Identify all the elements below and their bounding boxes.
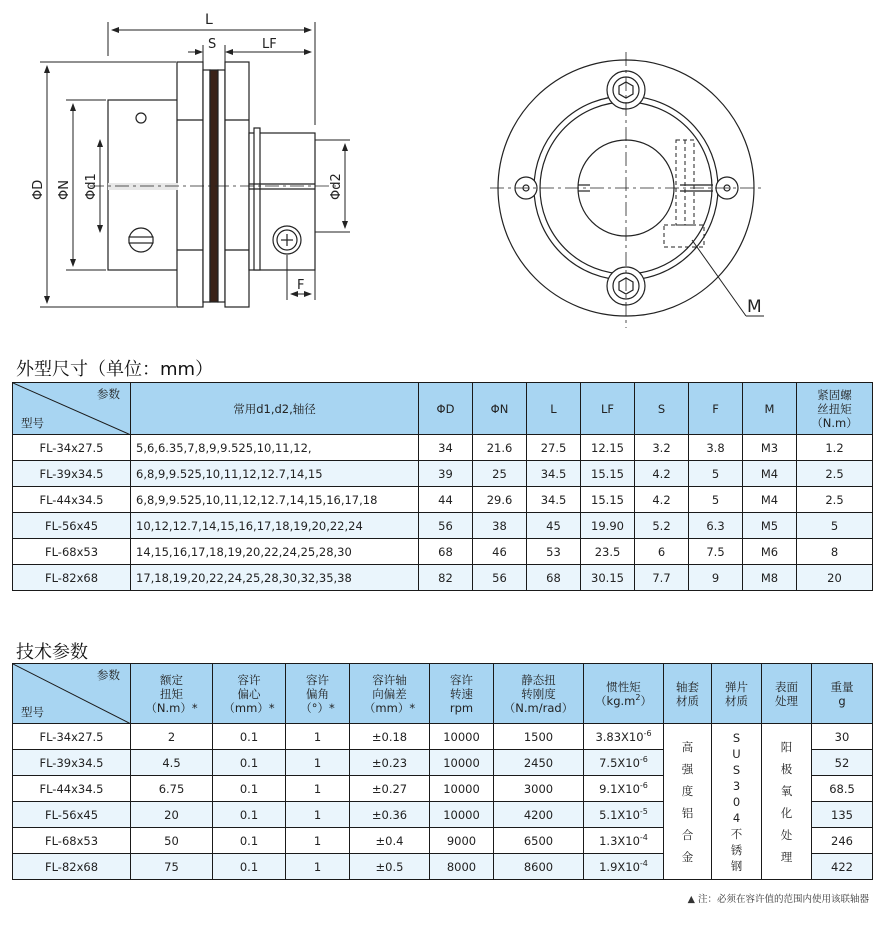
cell-S: 6 xyxy=(635,539,689,565)
vertical-char: 理 xyxy=(780,849,793,864)
cell-torque: 2.5 xyxy=(797,487,873,513)
label-F: F xyxy=(297,278,305,293)
technical-header-row xyxy=(13,664,873,724)
table-row xyxy=(13,487,873,513)
cell-model: FL-44x34.5 xyxy=(13,487,131,513)
header-line: （N.m）* xyxy=(145,700,198,715)
table-row xyxy=(13,539,873,565)
header-line: 重量 xyxy=(830,679,854,694)
coupling-technical-drawing xyxy=(0,0,885,345)
cell-L: 34.5 xyxy=(527,461,581,487)
cell-axial: ±0.4 xyxy=(350,828,430,854)
cell-N: 46 xyxy=(473,539,527,565)
header-torque-line: （N.m） xyxy=(811,415,858,430)
header-axial xyxy=(350,664,430,724)
cell-inertia xyxy=(584,802,664,828)
vertical-char: 高 xyxy=(681,739,694,754)
cell-disc-material xyxy=(712,724,762,880)
cell-model: FL-39x34.5 xyxy=(13,461,131,487)
technical-body xyxy=(13,724,873,880)
inertia-base: 1.3X10 xyxy=(599,833,640,848)
header-torque-line: 紧固螺 xyxy=(817,387,852,402)
header-line: 材质 xyxy=(676,693,699,708)
header-F: F xyxy=(689,383,743,435)
cell-L: 27.5 xyxy=(527,435,581,461)
tech-header-model-label: 型号 xyxy=(21,705,44,719)
cell-radial: 0.1 xyxy=(213,724,286,750)
tech-header-param-label: 参数 xyxy=(97,668,120,682)
cell-weight: 52 xyxy=(812,750,873,776)
side-view xyxy=(90,62,340,307)
cell-speed: 10000 xyxy=(430,750,494,776)
header-line: 惯性矩 xyxy=(606,679,641,694)
inertia-exp: -6 xyxy=(639,780,648,790)
vertical-char: 金 xyxy=(681,849,694,864)
footnote: ▲ 注：必须在容许值的范围内使用该联轴器 xyxy=(687,894,869,905)
cell-LF: 19.90 xyxy=(581,513,635,539)
header-line: 扭矩 xyxy=(160,686,183,701)
label-L: L xyxy=(205,12,213,28)
vertical-char: U xyxy=(732,746,741,761)
cell-model: FL-56x45 xyxy=(13,513,131,539)
cell-M: M3 xyxy=(743,435,797,461)
vertical-char: 化 xyxy=(780,805,793,820)
cell-radial: 0.1 xyxy=(213,776,286,802)
label-PhiN: ΦN xyxy=(57,180,72,200)
inertia-exp: -6 xyxy=(639,754,648,764)
header-line: 材质 xyxy=(725,693,748,708)
header-line: （mm）* xyxy=(223,700,275,715)
inertia-exp: -4 xyxy=(639,832,648,842)
cell-S: 3.2 xyxy=(635,435,689,461)
vertical-char: 极 xyxy=(780,761,793,776)
cell-angular: 1 xyxy=(286,776,350,802)
header-inertia xyxy=(584,664,664,724)
cell-weight: 246 xyxy=(812,828,873,854)
inertia-base: 7.5X10 xyxy=(599,755,640,770)
header-line: 偏心 xyxy=(237,686,261,701)
dimensions-table xyxy=(12,382,873,591)
cell-bore: 6,8,9,9.525,10,11,12,12.7,14,15 xyxy=(131,461,419,487)
header-line: 处理 xyxy=(775,693,798,708)
header-LF: LF xyxy=(581,383,635,435)
header-M: M xyxy=(743,383,797,435)
cell-L: 68 xyxy=(527,565,581,591)
cell-M: M4 xyxy=(743,487,797,513)
vertical-char: S xyxy=(732,730,741,745)
header-rated-torque xyxy=(131,664,213,724)
header-model-label: 型号 xyxy=(21,416,44,430)
cell-speed: 8000 xyxy=(430,854,494,880)
front-view xyxy=(490,52,765,328)
vertical-char: 度 xyxy=(681,783,694,798)
header-line: 表面 xyxy=(775,679,798,694)
inertia-base: 5.1X10 xyxy=(599,807,640,822)
cell-N: 38 xyxy=(473,513,527,539)
cell-axial: ±0.18 xyxy=(350,724,430,750)
cell-LF: 12.15 xyxy=(581,435,635,461)
inertia-unit: （kg.m xyxy=(595,693,636,708)
cell-angular: 1 xyxy=(286,724,350,750)
cell-stiffness: 8600 xyxy=(494,854,584,880)
cell-weight: 422 xyxy=(812,854,873,880)
cell-inertia xyxy=(584,776,664,802)
cell-speed: 9000 xyxy=(430,828,494,854)
technical-table xyxy=(12,663,873,880)
vertical-char: 氧 xyxy=(780,783,793,798)
header-line xyxy=(584,694,663,708)
cell-M: M5 xyxy=(743,513,797,539)
cell-bore: 10,12,12.7,14,15,16,17,18,19,20,22,24 xyxy=(131,513,419,539)
cell-model: FL-39x34.5 xyxy=(13,750,131,776)
cell-F: 7.5 xyxy=(689,539,743,565)
cell-L: 34.5 xyxy=(527,487,581,513)
inertia-unit-end: ） xyxy=(640,693,652,708)
cell-bore: 5,6,6.35,7,8,9,9.525,10,11,12, xyxy=(131,435,419,461)
cell-D: 56 xyxy=(419,513,473,539)
cell-stiffness: 4200 xyxy=(494,802,584,828)
cell-inertia xyxy=(584,750,664,776)
cell-axial: ±0.36 xyxy=(350,802,430,828)
header-line: 容许轴 xyxy=(372,672,407,687)
vertical-char: 处 xyxy=(780,827,793,842)
cell-torque: 2 xyxy=(131,724,213,750)
vertical-char: 阳 xyxy=(780,739,793,754)
header-weight xyxy=(812,664,873,724)
cell-LF: 15.15 xyxy=(581,487,635,513)
cell-L: 53 xyxy=(527,539,581,565)
technical-title: 技术参数 xyxy=(16,642,88,663)
cell-speed: 10000 xyxy=(430,802,494,828)
table-row xyxy=(13,461,873,487)
table-row xyxy=(13,513,873,539)
cell-hub-material xyxy=(664,724,712,880)
header-line: 偏角 xyxy=(306,686,329,701)
cell-model: FL-68x53 xyxy=(13,828,131,854)
cell-M: M4 xyxy=(743,461,797,487)
cell-D: 82 xyxy=(419,565,473,591)
header-line: 转速 xyxy=(450,686,473,701)
cell-surface xyxy=(762,724,812,880)
cell-inertia xyxy=(584,828,664,854)
cell-angular: 1 xyxy=(286,854,350,880)
header-param-label: 参数 xyxy=(97,387,120,401)
header-line: rpm xyxy=(449,700,474,715)
cell-F: 5 xyxy=(689,461,743,487)
cell-axial: ±0.27 xyxy=(350,776,430,802)
cell-D: 68 xyxy=(419,539,473,565)
cell-torque: 5 xyxy=(797,513,873,539)
label-LF: LF xyxy=(262,37,277,52)
cell-torque: 20 xyxy=(131,802,213,828)
cell-model: FL-56x45 xyxy=(13,802,131,828)
header-line: 容许 xyxy=(450,672,473,687)
header-line: （°）* xyxy=(300,700,335,715)
label-Phid1: Φd1 xyxy=(84,173,99,200)
label-M: M xyxy=(747,297,762,317)
dimensions-header-row xyxy=(13,383,873,435)
table-row xyxy=(13,565,873,591)
cell-torque: 6.75 xyxy=(131,776,213,802)
cell-angular: 1 xyxy=(286,828,350,854)
vertical-char: 不 xyxy=(730,826,743,841)
cell-D: 44 xyxy=(419,487,473,513)
label-Phid2: Φd2 xyxy=(329,173,344,200)
tech-header-diagonal xyxy=(13,664,131,724)
cell-LF: 30.15 xyxy=(581,565,635,591)
cell-torque: 20 xyxy=(797,565,873,591)
cell-L: 45 xyxy=(527,513,581,539)
cell-axial: ±0.23 xyxy=(350,750,430,776)
vertical-char: 钢 xyxy=(730,858,743,873)
vertical-char: 锈 xyxy=(730,842,743,857)
inertia-unit-exp: 2 xyxy=(635,692,641,702)
cell-axial: ±0.5 xyxy=(350,854,430,880)
header-S: S xyxy=(635,383,689,435)
header-angular xyxy=(286,664,350,724)
vertical-char: S xyxy=(732,762,741,777)
vertical-char: 铝 xyxy=(681,805,694,820)
cell-S: 4.2 xyxy=(635,461,689,487)
cell-bore: 17,18,19,20,22,24,25,28,30,32,35,38 xyxy=(131,565,419,591)
header-line: （N.m/rad） xyxy=(503,700,574,715)
cell-N: 56 xyxy=(473,565,527,591)
header-L: L xyxy=(527,383,581,435)
header-line: 轴套 xyxy=(676,679,699,694)
cell-F: 6.3 xyxy=(689,513,743,539)
cell-stiffness: 2450 xyxy=(494,750,584,776)
cell-N: 21.6 xyxy=(473,435,527,461)
cell-D: 39 xyxy=(419,461,473,487)
header-bore: 常用d1,d2,轴径 xyxy=(131,383,419,435)
header-D: ΦD xyxy=(419,383,473,435)
cell-bore: 14,15,16,17,18,19,20,22,24,25,28,30 xyxy=(131,539,419,565)
cell-bore: 6,8,9,9.525,10,11,12,12.7,14,15,16,17,18 xyxy=(131,487,419,513)
vertical-char: 强 xyxy=(681,761,694,776)
header-line: 转刚度 xyxy=(521,686,556,701)
header-diagonal xyxy=(13,383,131,435)
dimensions-title: 外型尺寸（单位：mm） xyxy=(16,359,214,380)
cell-torque: 2.5 xyxy=(797,461,873,487)
header-line: 容许 xyxy=(306,672,329,687)
header-N: ΦN xyxy=(473,383,527,435)
inertia-exp: -5 xyxy=(639,806,648,816)
table-row xyxy=(13,435,873,461)
cell-D: 34 xyxy=(419,435,473,461)
cell-model: FL-68x53 xyxy=(13,539,131,565)
cell-model: FL-82x68 xyxy=(13,854,131,880)
label-S: S xyxy=(208,37,217,52)
header-radial xyxy=(213,664,286,724)
header-line: 向偏差 xyxy=(372,686,407,701)
header-line: 弹片 xyxy=(725,679,748,694)
cell-model: FL-44x34.5 xyxy=(13,776,131,802)
cell-LF: 23.5 xyxy=(581,539,635,565)
header-line: （mm）* xyxy=(363,700,416,715)
label-PhiD: ΦD xyxy=(31,179,46,200)
cell-weight: 68.5 xyxy=(812,776,873,802)
cell-torque: 1.2 xyxy=(797,435,873,461)
header-stiffness xyxy=(494,664,584,724)
cell-inertia xyxy=(584,724,664,750)
cell-radial: 0.1 xyxy=(213,854,286,880)
cell-model: FL-34x27.5 xyxy=(13,435,131,461)
vertical-char: 3 xyxy=(732,778,741,793)
header-screw-torque xyxy=(797,383,873,435)
header-line: 容许 xyxy=(237,672,261,687)
header-disc-material xyxy=(712,664,762,724)
cell-inertia xyxy=(584,854,664,880)
cell-torque: 50 xyxy=(131,828,213,854)
cell-stiffness: 6500 xyxy=(494,828,584,854)
inertia-base: 3.83X10 xyxy=(595,729,644,744)
cell-N: 29.6 xyxy=(473,487,527,513)
cell-LF: 15.15 xyxy=(581,461,635,487)
cell-radial: 0.1 xyxy=(213,750,286,776)
cell-stiffness: 1500 xyxy=(494,724,584,750)
header-speed xyxy=(430,664,494,724)
inertia-base: 9.1X10 xyxy=(599,781,640,796)
dimensions-body xyxy=(13,435,873,591)
header-hub-material xyxy=(664,664,712,724)
cell-angular: 1 xyxy=(286,802,350,828)
inertia-exp: -4 xyxy=(639,858,648,868)
cell-torque: 4.5 xyxy=(131,750,213,776)
cell-S: 5.2 xyxy=(635,513,689,539)
cell-angular: 1 xyxy=(286,750,350,776)
cell-F: 5 xyxy=(689,487,743,513)
cell-torque: 75 xyxy=(131,854,213,880)
vertical-char: 4 xyxy=(732,810,741,825)
cell-weight: 30 xyxy=(812,724,873,750)
cell-model: FL-34x27.5 xyxy=(13,724,131,750)
cell-M: M8 xyxy=(743,565,797,591)
inertia-exp: -6 xyxy=(643,728,652,738)
header-line: g xyxy=(838,693,846,708)
cell-stiffness: 3000 xyxy=(494,776,584,802)
cell-torque: 8 xyxy=(797,539,873,565)
cell-M: M6 xyxy=(743,539,797,565)
cell-speed: 10000 xyxy=(430,776,494,802)
cell-N: 25 xyxy=(473,461,527,487)
vertical-char: 合 xyxy=(681,827,694,842)
vertical-char: 0 xyxy=(732,794,741,809)
cell-weight: 135 xyxy=(812,802,873,828)
cell-speed: 10000 xyxy=(430,724,494,750)
header-line: 静态扭 xyxy=(521,672,556,687)
cell-F: 9 xyxy=(689,565,743,591)
header-line: 额定 xyxy=(160,672,183,687)
table-row xyxy=(13,724,873,750)
cell-F: 3.8 xyxy=(689,435,743,461)
cell-S: 7.7 xyxy=(635,565,689,591)
header-torque-line: 丝扭矩 xyxy=(817,401,852,416)
header-surface xyxy=(762,664,812,724)
cell-radial: 0.1 xyxy=(213,802,286,828)
cell-model: FL-82x68 xyxy=(13,565,131,591)
cell-S: 4.2 xyxy=(635,487,689,513)
cell-radial: 0.1 xyxy=(213,828,286,854)
inertia-base: 1.9X10 xyxy=(599,859,640,874)
